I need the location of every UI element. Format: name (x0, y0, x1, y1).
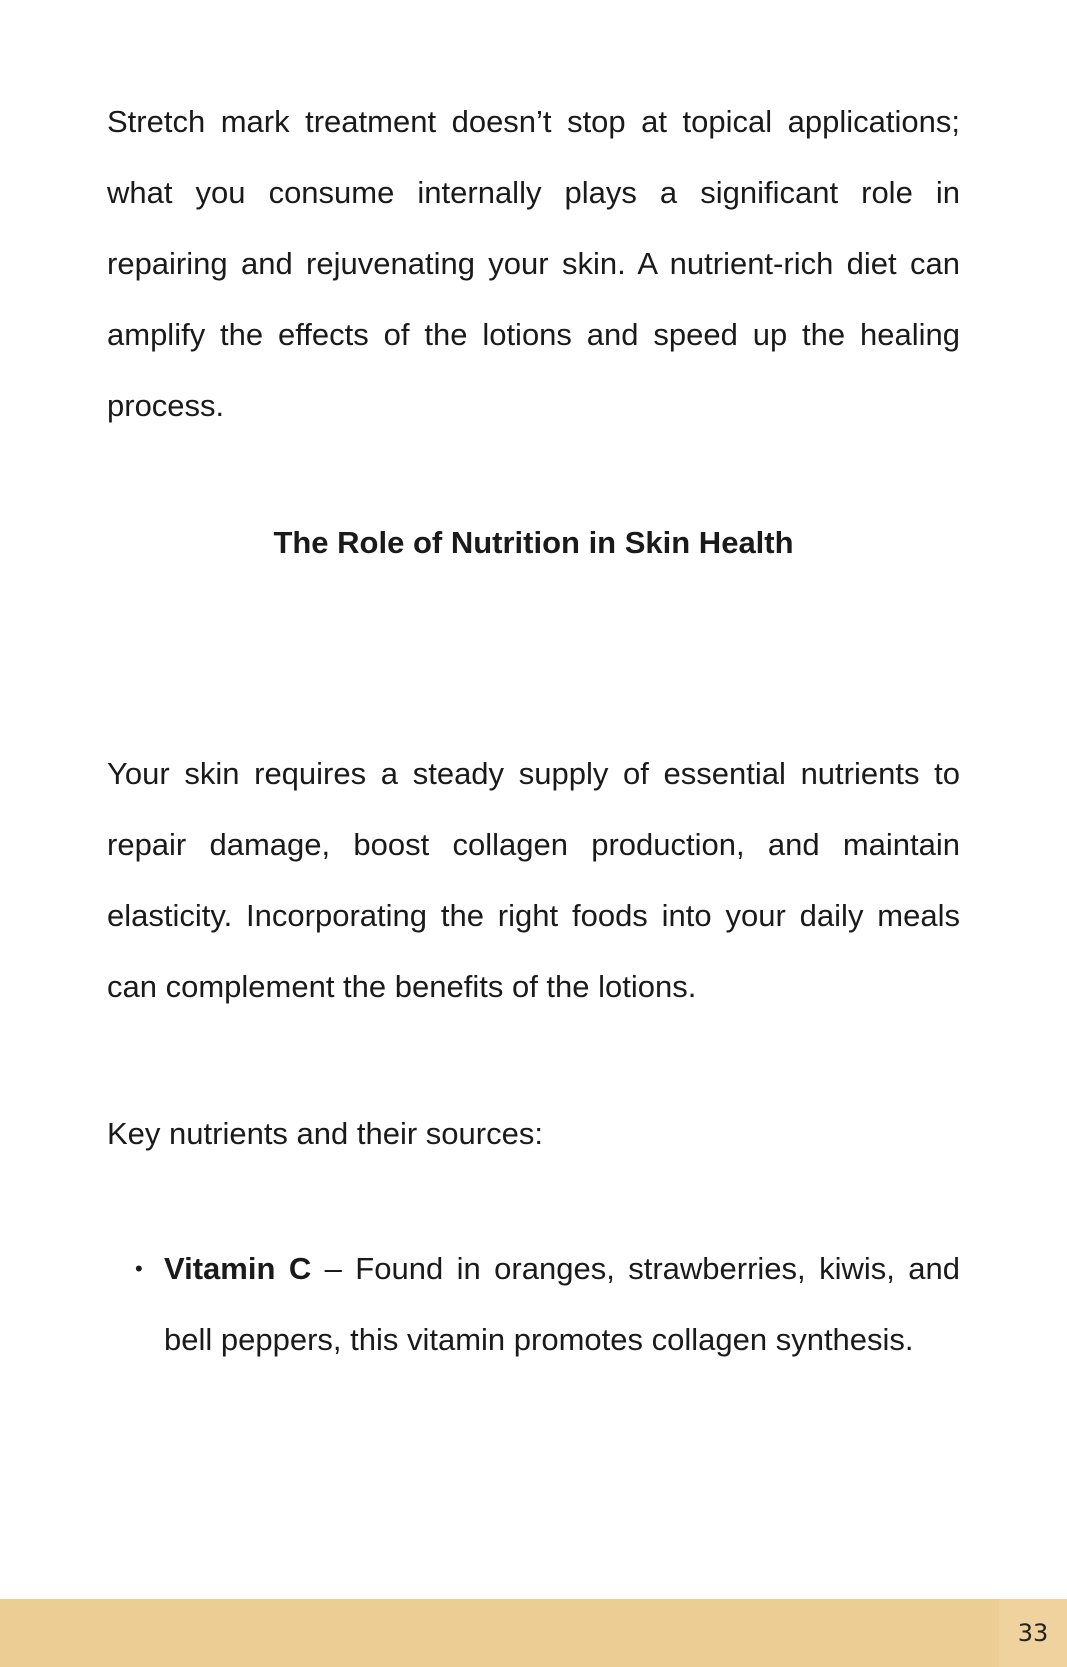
page-number: 33 (999, 1599, 1067, 1667)
list-item (107, 1233, 960, 1375)
page-footer (0, 1599, 1067, 1667)
nutrient-list (107, 1233, 960, 1375)
body-paragraph: Your skin requires a steady supply of essential nutrients to repair damage, boost collagen production, and maintain elasticity. Incorporating the right foods into your daily meals can complement the benefits of the lotions. (107, 756, 960, 1004)
page-content (107, 86, 960, 1357)
bullet-icon: • (135, 1256, 143, 1281)
section-heading: The Role of Nutrition in Skin Health (273, 525, 794, 560)
list-intro-paragraph: Key nutrients and their sources: (107, 1116, 543, 1151)
nutrient-description: – Found in oranges, strawberries, kiwis, and bell peppers, this vitamin promotes collagen synthesis. (164, 1251, 960, 1357)
nutrient-term: Vitamin C (164, 1251, 312, 1286)
intro-paragraph: Stretch mark treatment doesn’t stop at topical applications; what you consume internally plays a significant role in repairing and rejuvenating your skin. A nutrient-rich diet can amplify the effects of the lotions and speed up the healing process. (107, 104, 960, 423)
